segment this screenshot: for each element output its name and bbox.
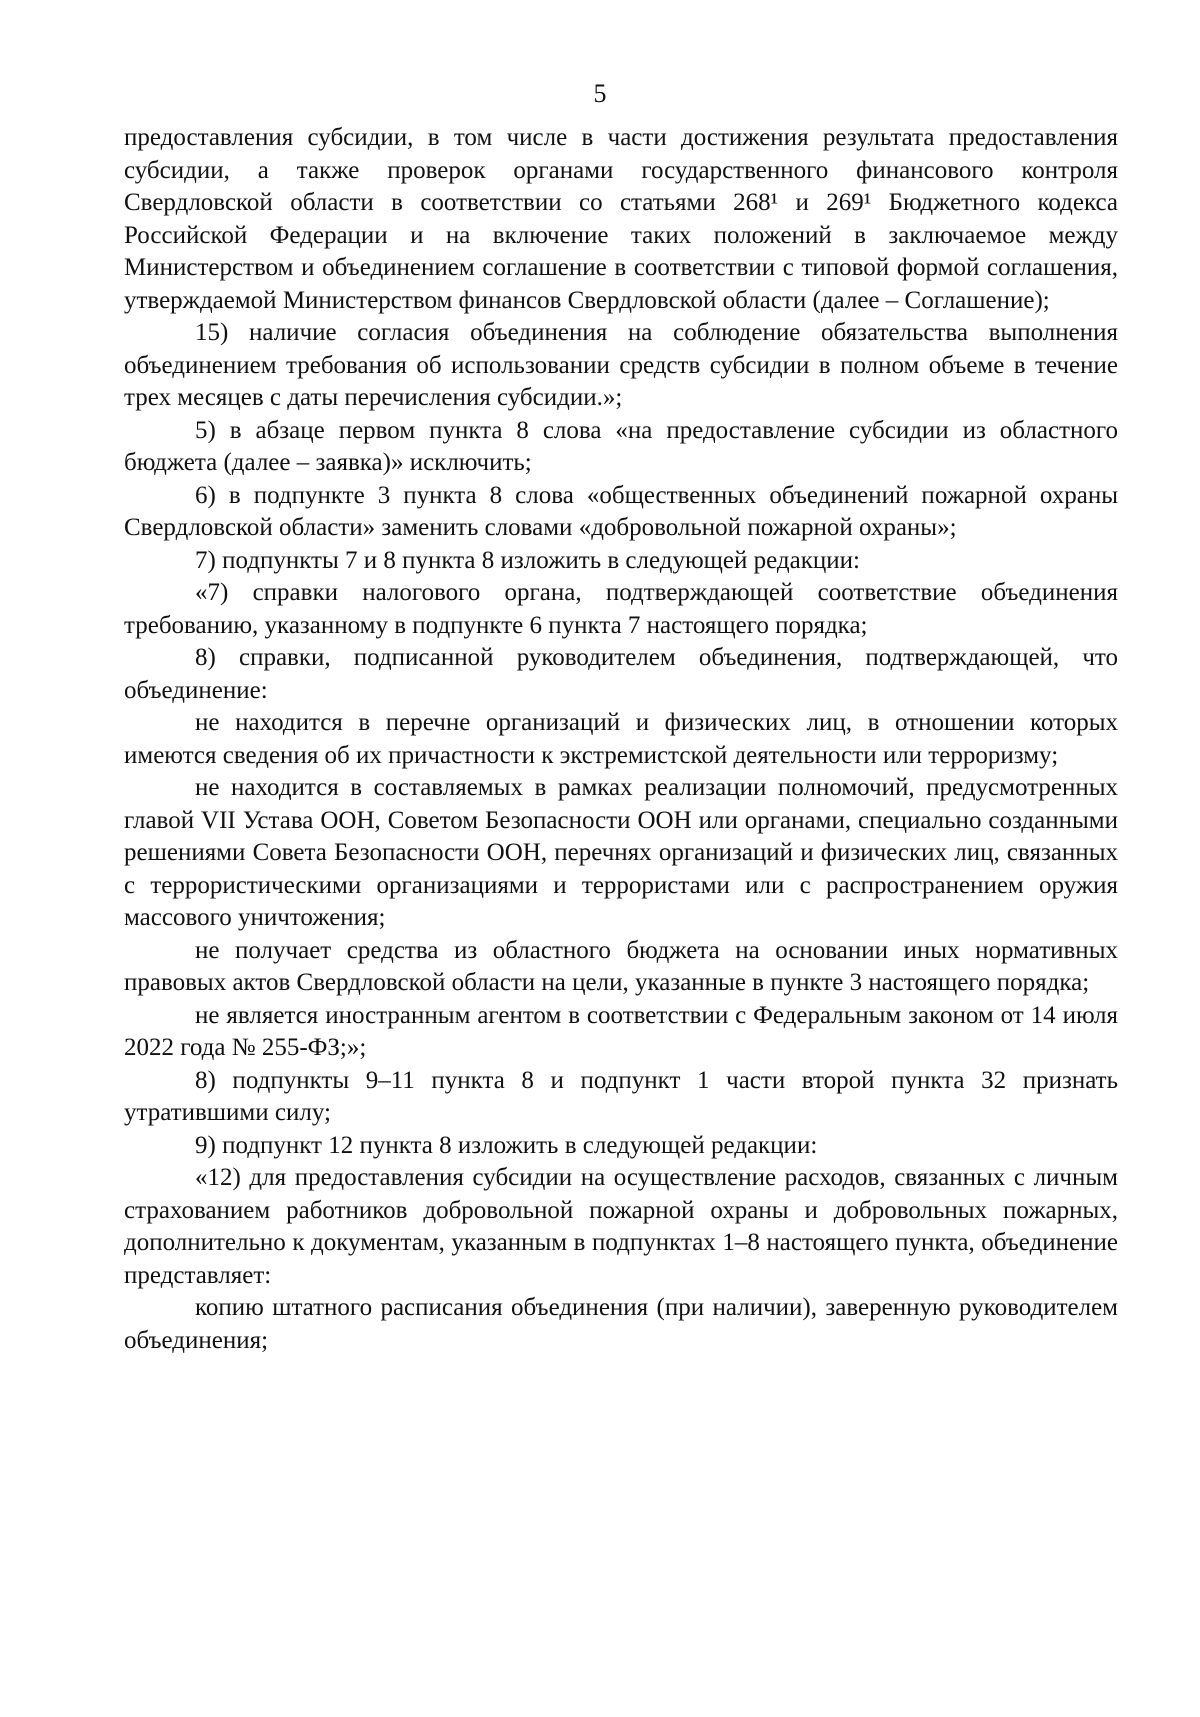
paragraph: не получает средства из областного бюджета на основании иных нормативных правовых актов Свердловской области на цели, указанные в пункте 3 настоящего порядка; (124, 936, 1118, 996)
paragraph: предоставления субсидии, в том числе в части достижения результата предоставления субсидии, а также проверок органами государственного финансового контроля Свердловской области в соответствии со статьями 268¹ и 269¹ Бюджетного кодекса Российской Федерации и на включение таких положений в заключаемое между Министерством и объединением соглашение в соответствии с типовой формой соглашения, утверждаемой Министерством финансов Свердловской области (далее – Соглашение); (124, 124, 1118, 314)
paragraph: копию штатного расписания объединения (при наличии), заверенную руководителем объединения; (124, 1294, 1118, 1354)
paragraph: не находится в составляемых в рамках реализации полномочий, предусмотренных главой VII Устава ООН, Советом Безопасности ООН или органами, специально созданными решениями Совета Безопасности ООН, перечнях организаций и физических лиц, связанных с террористическими организациями и террористами или с распространением оружия массового уничтожения; (124, 774, 1118, 931)
paragraph: 8) справки, подписанной руководителем объединения, подтверждающей, что объединение: (124, 644, 1118, 704)
paragraph: 6) в подпункте 3 пункта 8 слова «общественных объединений пожарной охраны Свердловской области» заменить словами «добровольной пожарной охраны»; (124, 481, 1118, 541)
paragraph: 7) подпункты 7 и 8 пункта 8 изложить в следующей редакции: (195, 546, 860, 574)
document-body (124, 122, 1118, 1357)
page-number: 5 (593, 79, 607, 108)
paragraph: 15) наличие согласия объединения на соблюдение обязательства выполнения объединением требования об использовании средств субсидии в полном объеме в течение трех месяцев с даты перечисления субсидии.»; (124, 319, 1118, 411)
paragraph: не является иностранным агентом в соответствии с Федеральным законом от 14 июля 2022 года № 255-ФЗ;»; (124, 1001, 1118, 1061)
paragraph: не находится в перечне организаций и физических лиц, в отношении которых имеются сведения об их причастности к экстремистской деятельности или терроризму; (124, 709, 1118, 769)
paragraph: «7) справки налогового органа, подтверждающей соответствие объединения требованию, указанному в подпункте 6 пункта 7 настоящего порядка; (124, 579, 1118, 639)
paragraph: «12) для предоставления субсидии на осуществление расходов, связанных с личным страхованием работников добровольной пожарной охраны и добровольных пожарных, дополнительно к документам, указанным в подпунктах 1–8 настоящего пункта, объединение представляет: (124, 1164, 1118, 1289)
paragraph: 5) в абзаце первом пункта 8 слова «на предоставление субсидии из областного бюджета (далее – заявка)» исключить; (124, 416, 1118, 476)
paragraph: 9) подпункт 12 пункта 8 изложить в следующей редакции: (195, 1131, 818, 1159)
paragraph: 8) подпункты 9–11 пункта 8 и подпункт 1 части второй пункта 32 признать утратившими силу; (124, 1066, 1118, 1126)
